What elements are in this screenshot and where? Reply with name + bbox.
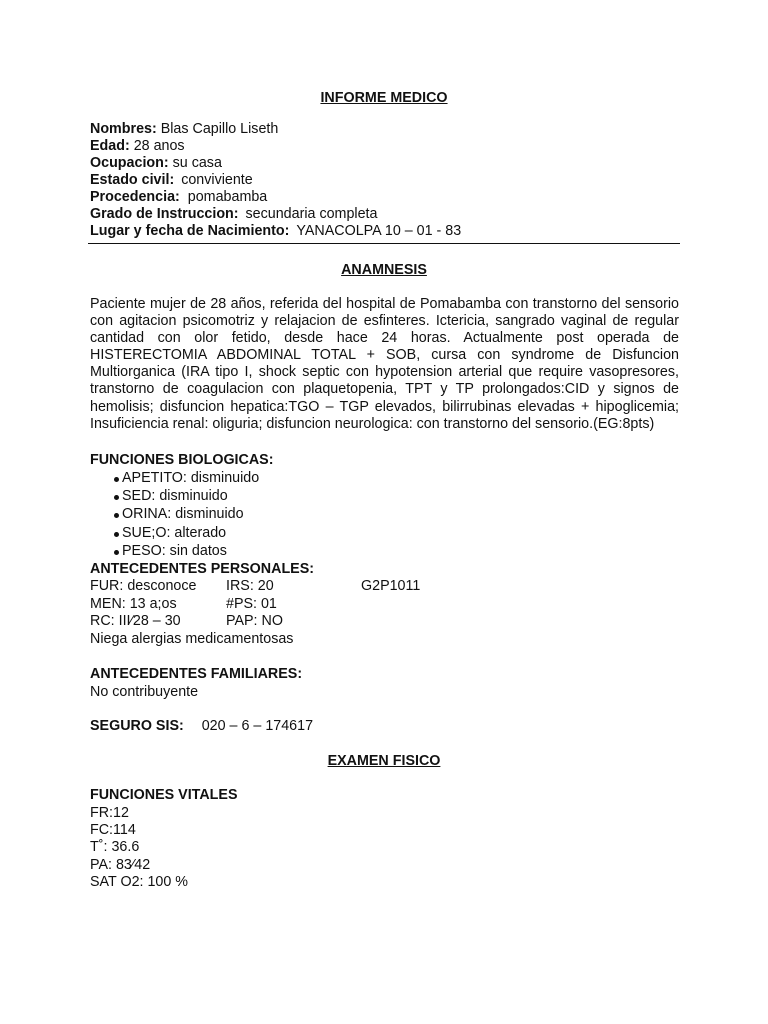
procedencia-row xyxy=(90,189,267,206)
list-item xyxy=(90,525,259,543)
nombres-value: Blas Capillo Liseth xyxy=(160,121,279,137)
bullet-icon xyxy=(114,477,119,482)
alergias-value: Niega alergias medicamentosas xyxy=(90,631,294,647)
nombres-label: Nombres: xyxy=(90,121,157,137)
anamnesis-paragraph: Paciente mujer de 28 años, referida del hospital de Pomabamba con transtorno del sensorio con agitacion psicomotriz y relajacion de esfinteres. Ictericia, sangrado vaginal de regular cantidad con olor fetido, desde hace 24 horas. Actualmente post operada de HISTERECTOMIA ABDOMINAL TOTAL + SOB, cursa con syndrome de Disfuncion Multiorganica (IRA tipo I, shock septic con hypotension arterial que require vasopresores, transtorno de coagulacion con plaquetopenia, TPT y TP prolongados:CID y signos de hemolisis; disfuncion hepatica:TGO – TGP elevados, bilirrubinas elevadas + hipoglicemia; Insuficiencia renal: oliguria; disfuncion neurologica: con transtorno del sensorio.(EG:8pts) xyxy=(90,296,679,432)
list-item-text: APETITO: disminuido xyxy=(122,470,260,486)
grado-label: Grado de Instruccion: xyxy=(90,206,239,222)
list-item xyxy=(90,470,259,488)
ps-value: #PS: 01 xyxy=(226,596,277,612)
edad-label: Edad: xyxy=(90,138,130,154)
procedencia-label: Procedencia: xyxy=(90,189,180,205)
estado-civil-value: conviviente xyxy=(181,172,253,188)
list-item xyxy=(90,543,259,561)
list-item-text: SUE;O: alterado xyxy=(122,524,227,541)
men-value: MEN: 13 a;os xyxy=(90,596,177,612)
ocupacion-value: su casa xyxy=(172,155,222,171)
list-item-text: ORINA: disminuido xyxy=(122,506,244,523)
list-item xyxy=(90,488,259,506)
funciones-biologicas-heading: FUNCIONES BIOLOGICAS: xyxy=(90,452,274,468)
funciones-vitales-heading: FUNCIONES VITALES xyxy=(90,787,238,803)
edad-row xyxy=(90,138,185,155)
report-title: INFORME MEDICO xyxy=(320,90,448,106)
bullet-icon xyxy=(114,532,119,537)
examen-fisico-heading: EXAMEN FISICO xyxy=(327,753,441,769)
grado-value: secundaria completa xyxy=(245,206,378,222)
seguro-label: SEGURO SIS: xyxy=(90,718,184,734)
antecedentes-familiares-value: No contribuyente xyxy=(90,684,199,700)
nombres-row xyxy=(90,121,278,138)
temperatura-value: T˚: 36.6 xyxy=(90,839,140,855)
edad-value: 28 anos xyxy=(133,138,185,154)
grado-row xyxy=(90,206,377,223)
gp-value: G2P1011 xyxy=(361,578,421,594)
anamnesis-heading: ANAMNESIS xyxy=(341,262,427,278)
fc-value: FC:114 xyxy=(90,822,136,838)
list-item-text: SED: disminuido xyxy=(122,488,228,505)
antecedentes-familiares-heading: ANTECEDENTES FAMILIARES: xyxy=(90,666,303,682)
lugar-label: Lugar y fecha de Nacimiento: xyxy=(90,223,290,239)
fr-value: FR:12 xyxy=(90,805,129,821)
lugar-row xyxy=(90,223,461,240)
section-divider xyxy=(88,243,680,244)
ocupacion-row xyxy=(90,155,222,172)
funciones-biologicas-list xyxy=(90,470,259,561)
bullet-icon xyxy=(114,513,119,518)
procedencia-value: pomabamba xyxy=(187,189,268,205)
pa-value: PA: 83⁄42 xyxy=(90,857,151,873)
sat-value: SAT O2: 100 % xyxy=(90,874,189,890)
estado-civil-row xyxy=(90,172,253,189)
seguro-row xyxy=(90,718,313,735)
list-item xyxy=(90,506,259,524)
seguro-value: 020 – 6 – 174617 xyxy=(201,718,314,734)
fur-value: FUR: desconoce xyxy=(90,578,197,594)
bullet-icon xyxy=(114,550,119,555)
ocupacion-label: Ocupacion: xyxy=(90,155,169,171)
estado-civil-label: Estado civil: xyxy=(90,172,175,188)
pap-value: PAP: NO xyxy=(226,613,283,629)
lugar-value: YANACOLPA 10 – 01 - 83 xyxy=(296,223,462,239)
list-item-text: PESO: sin datos xyxy=(122,542,227,559)
irs-value: IRS: 20 xyxy=(226,578,274,594)
rc-value: RC: III⁄28 – 30 xyxy=(90,613,181,629)
bullet-icon xyxy=(114,495,119,500)
antecedentes-personales-heading: ANTECEDENTES PERSONALES: xyxy=(90,561,315,577)
